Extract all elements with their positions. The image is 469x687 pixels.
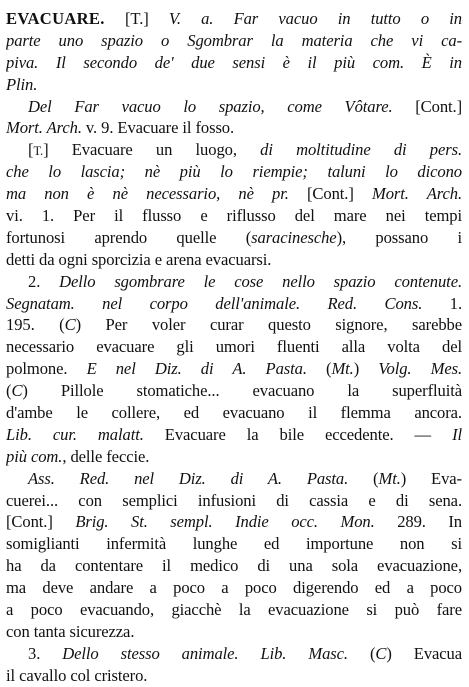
roman-text: [T.] bbox=[104, 9, 169, 28]
roman-text: polmone. bbox=[6, 359, 87, 379]
italic-text: C bbox=[11, 381, 23, 401]
roman-text: 3. bbox=[28, 643, 63, 663]
roman-text: a poco evacuando, giacchè la evacuazione si può fare bbox=[6, 600, 462, 620]
entry-line bbox=[6, 30, 462, 52]
entry-line bbox=[6, 665, 462, 687]
entry-line bbox=[6, 402, 462, 424]
entry-line bbox=[6, 314, 462, 336]
entry-line bbox=[6, 599, 462, 621]
roman-text: necessario evacuare gli umori fluenti alla volta del bbox=[6, 337, 462, 357]
roman-text: [Cont.] bbox=[392, 96, 462, 116]
small-caps-text: T. bbox=[33, 144, 44, 159]
italic-text: saracinesche bbox=[251, 227, 337, 247]
entry-line bbox=[6, 533, 462, 555]
entry-line bbox=[6, 490, 462, 512]
italic-text: V. a. Far vacuo in tutto o in bbox=[168, 9, 462, 28]
roman-text: 2. bbox=[28, 271, 60, 291]
entry-line bbox=[6, 227, 462, 249]
roman-text: d'ambe le collere, ed evacuano il flemma ancora. bbox=[6, 403, 462, 423]
roman-text: vi. 1. Per il flusso e riflusso del mare nei tempi bbox=[6, 206, 462, 226]
italic-text: C bbox=[64, 315, 76, 335]
roman-text: ( bbox=[306, 359, 332, 379]
roman-text: detti da ogni sporcizia e arena evacuarsi. bbox=[6, 249, 272, 269]
roman-text: Evacuare la bile eccedente. — bbox=[143, 424, 453, 444]
entry-line bbox=[6, 293, 462, 315]
entry-line bbox=[6, 249, 462, 271]
italic-text: Lib. cur. malatt. bbox=[6, 424, 144, 444]
entry-line bbox=[6, 183, 462, 205]
entry-line bbox=[6, 577, 462, 599]
italic-text: Dello stesso animale. Lib. Masc. bbox=[62, 643, 348, 663]
roman-text: ma deve andare a poco a poco digerendo ed a poco bbox=[6, 578, 462, 598]
roman-text: ), possano i bbox=[336, 227, 462, 247]
roman-text: ) Evacua bbox=[386, 643, 462, 663]
roman-text: v. 9. Evacuare il fosso. bbox=[81, 118, 235, 138]
italic-text: piva. Il secondo de' due sensi è il più com. È in bbox=[6, 52, 462, 72]
italic-text: ma non è nè necessario, nè pr. bbox=[6, 184, 289, 204]
entry-line bbox=[6, 336, 462, 358]
entry-line bbox=[6, 117, 462, 139]
roman-text: con tanta sicurezza. bbox=[6, 621, 135, 641]
roman-text: ) Eva- bbox=[400, 468, 462, 488]
italic-text: Mort. Arch. bbox=[6, 118, 82, 138]
roman-text: il cavallo col cristero. bbox=[6, 665, 148, 685]
roman-text: somiglianti infermità lunghe ed importune non si bbox=[6, 534, 462, 554]
italic-text: Mort. Arch. bbox=[371, 184, 462, 204]
italic-text: Mt. bbox=[331, 359, 354, 379]
roman-text: cuerei... con semplici infusioni di cassia e di sena. bbox=[6, 490, 462, 510]
italic-text: Ass. Red. nel Diz. di A. Pasta. bbox=[28, 468, 349, 488]
roman-text: ( bbox=[6, 381, 12, 401]
roman-text: ( bbox=[348, 468, 379, 488]
entry-line bbox=[6, 446, 462, 468]
italic-text: Il bbox=[452, 424, 462, 444]
italic-text: parte uno spazio o Sgombrar la materia che vi ca- bbox=[6, 30, 462, 50]
italic-text: Mt. bbox=[378, 468, 401, 488]
entry-line bbox=[6, 358, 462, 380]
italic-text: Brig. St. sempl. Indie occ. Mon. bbox=[75, 512, 375, 532]
entry-line bbox=[6, 511, 462, 533]
roman-text: fortunosi aprendo quelle ( bbox=[6, 227, 252, 247]
entry-line bbox=[6, 161, 462, 183]
entry-line bbox=[6, 139, 462, 161]
italic-text: Segnatam. nel corpo dell'animale. Red. Cons. bbox=[6, 293, 423, 313]
italic-text: che lo lascia; nè più lo riempie; taluni lo dicono bbox=[6, 162, 462, 182]
roman-text: [ bbox=[28, 140, 34, 160]
entry-line bbox=[6, 424, 462, 446]
headword: EVACUARE. bbox=[6, 9, 105, 28]
italic-text: C bbox=[375, 643, 387, 663]
italic-text: Dello sgombrare le cose nello spazio contenute. bbox=[59, 271, 462, 291]
dictionary-entry bbox=[6, 8, 462, 687]
entry-line bbox=[6, 52, 462, 74]
roman-text: ) bbox=[353, 359, 379, 379]
italic-text: Plin. bbox=[6, 74, 38, 94]
roman-text: 289. In bbox=[374, 512, 462, 532]
italic-text: Del Far vacuo lo spazio, come Vôtare. bbox=[28, 96, 393, 116]
roman-text: , delle feccie. bbox=[62, 446, 150, 466]
italic-text: E nel Diz. di A. Pasta. bbox=[86, 359, 307, 379]
roman-text: ] Evacuare un luogo, bbox=[43, 140, 261, 160]
roman-text: ( bbox=[347, 643, 376, 663]
entry-line bbox=[6, 621, 462, 643]
entry-line bbox=[6, 271, 462, 293]
italic-text: più com. bbox=[6, 446, 63, 466]
entry-line bbox=[6, 468, 462, 490]
roman-text: 195. ( bbox=[6, 315, 65, 335]
roman-text: [Cont.] bbox=[6, 512, 76, 532]
italic-text: di moltitudine di pers. bbox=[260, 140, 462, 160]
entry-line bbox=[6, 643, 462, 665]
entry-line bbox=[6, 555, 462, 577]
entry-line bbox=[6, 8, 462, 30]
entry-line bbox=[6, 96, 462, 118]
entry-line bbox=[6, 74, 462, 96]
roman-text: ) Per voler curar questo signore, sarebbe bbox=[75, 315, 462, 335]
roman-text: ha da contentare il medico di una sola evacuazione, bbox=[6, 556, 462, 576]
entry-line bbox=[6, 205, 462, 227]
roman-text: 1. bbox=[422, 293, 462, 313]
entry-line bbox=[6, 380, 462, 402]
italic-text: Volg. Mes. bbox=[378, 359, 462, 379]
roman-text: [Cont.] bbox=[288, 184, 372, 204]
roman-text: ) Pillole stomatiche... evacuano la superfluità bbox=[22, 381, 462, 401]
